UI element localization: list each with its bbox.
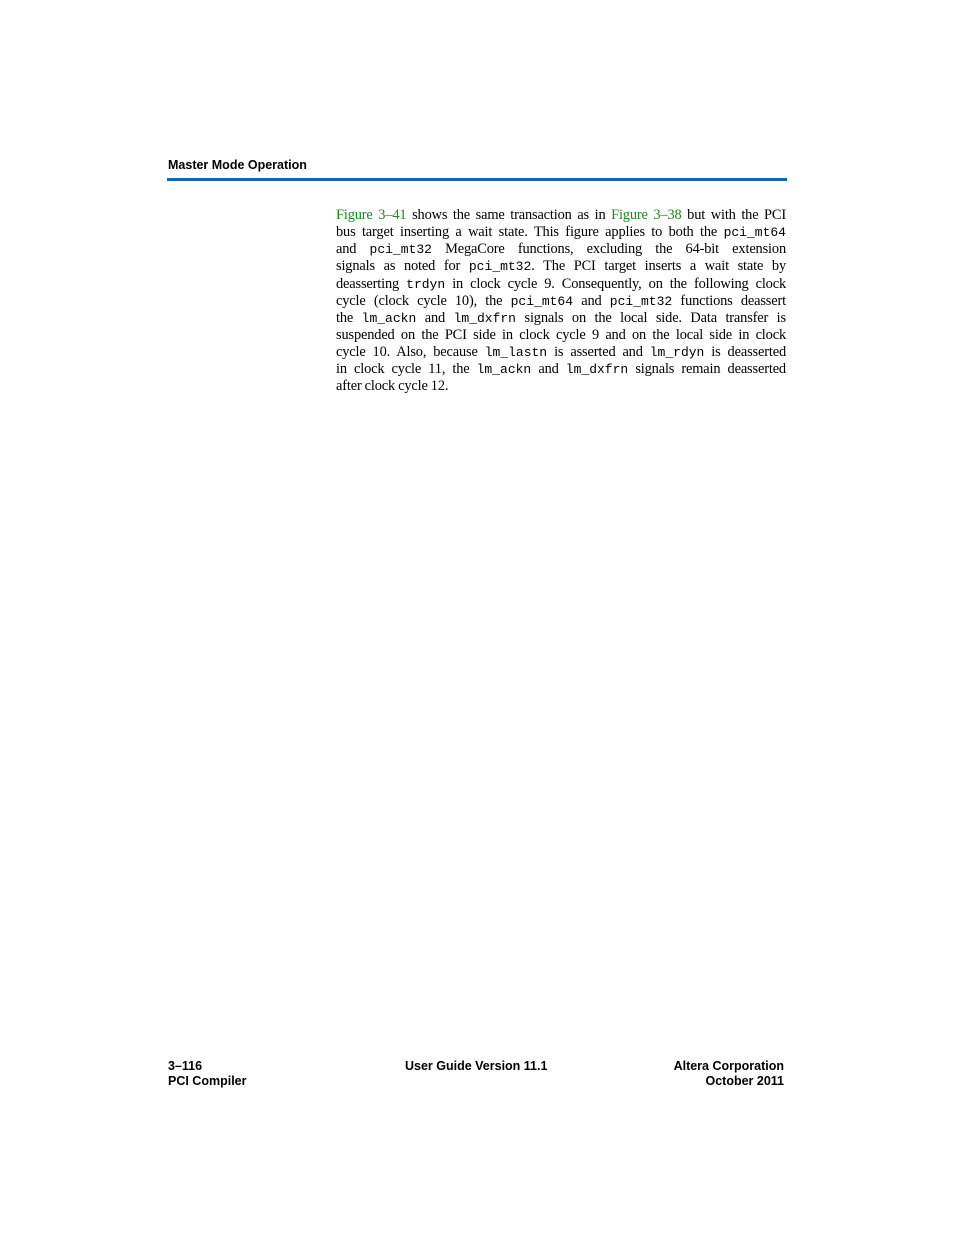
paragraph-text: shows the same transaction as in <box>406 207 612 223</box>
paragraph-text: signals remain deasserted <box>628 361 786 378</box>
guide-version: User Guide Version 11.1 <box>405 1059 548 1073</box>
paragraph-line <box>336 293 786 310</box>
paragraph-text: and <box>531 361 566 378</box>
paragraph-line <box>336 310 786 327</box>
paragraph-text: . The PCI target inserts a wait state by <box>531 258 786 275</box>
paragraph-text: and <box>416 309 454 326</box>
paragraph-line <box>336 224 786 241</box>
signal-name-code: lm_ackn <box>476 362 532 378</box>
signal-name-code: lm_ackn <box>361 310 417 326</box>
company-name: Altera Corporation <box>673 1059 784 1073</box>
signal-name-code: pci_mt64 <box>723 225 786 241</box>
publication-date: October 2011 <box>705 1074 784 1088</box>
signal-name-code: lm_rdyn <box>649 345 705 361</box>
section-header-title: Master Mode Operation <box>168 158 307 172</box>
header-rule <box>167 178 787 181</box>
paragraph-line <box>336 327 786 344</box>
signal-name-code: pci_mt32 <box>468 259 532 275</box>
paragraph-text: functions deassert <box>672 292 786 309</box>
paragraph-text: bus target inserting a wait state. This figure applies to both the <box>336 224 724 241</box>
signal-name-code: lm_dxfrn <box>453 310 516 326</box>
footer-left <box>168 1059 247 1089</box>
signal-name-code: pci_mt32 <box>369 242 432 258</box>
paragraph-text: and <box>336 241 370 258</box>
footer-center <box>405 1059 547 1074</box>
paragraph-line <box>336 241 786 258</box>
paragraph-text: MegaCore functions, excluding the 64-bit extension <box>431 241 786 258</box>
paragraph-text: in clock cycle 11, the <box>336 361 477 378</box>
paragraph-text: the <box>336 309 362 326</box>
figure-cross-reference-link[interactable]: Figure 3–41 <box>336 207 407 223</box>
paragraph-line <box>336 276 786 293</box>
paragraph-text: deasserting <box>336 275 407 292</box>
paragraph-text: after clock cycle 12. <box>336 378 449 395</box>
paragraph-text: is deasserted <box>704 344 786 361</box>
signal-name-code: pci_mt64 <box>510 293 574 309</box>
page-number: 3–116 <box>168 1059 203 1073</box>
signal-name-code: pci_mt32 <box>609 293 673 309</box>
signal-name-code: lm_lastn <box>484 345 548 361</box>
paragraph-text: signals as noted for <box>336 258 469 275</box>
paragraph-line <box>336 361 786 378</box>
paragraph-line <box>336 344 786 361</box>
signal-name-code: trdyn <box>406 276 446 292</box>
figure-cross-reference-link[interactable]: Figure 3–38 <box>611 207 682 223</box>
paragraph-line <box>336 207 786 224</box>
paragraph-line <box>336 258 786 275</box>
paragraph-text: cycle 10. Also, because <box>336 344 485 361</box>
body-paragraph <box>336 207 786 396</box>
paragraph-text: but with the PCI <box>681 207 786 223</box>
paragraph-text: is asserted and <box>547 344 650 361</box>
footer-right <box>674 1059 784 1089</box>
paragraph-text: signals on the local side. Data transfer is <box>516 309 786 326</box>
paragraph-line <box>336 378 786 395</box>
paragraph-text: and <box>573 292 610 309</box>
signal-name-code: lm_dxfrn <box>565 362 629 378</box>
product-name: PCI Compiler <box>168 1074 247 1088</box>
paragraph-text: suspended on the PCI side in clock cycle 9 and on the local side in clock <box>336 326 786 343</box>
paragraph-text: in clock cycle 9. Consequently, on the following clock <box>445 275 787 292</box>
paragraph-text: cycle (clock cycle 10), the <box>336 292 511 309</box>
